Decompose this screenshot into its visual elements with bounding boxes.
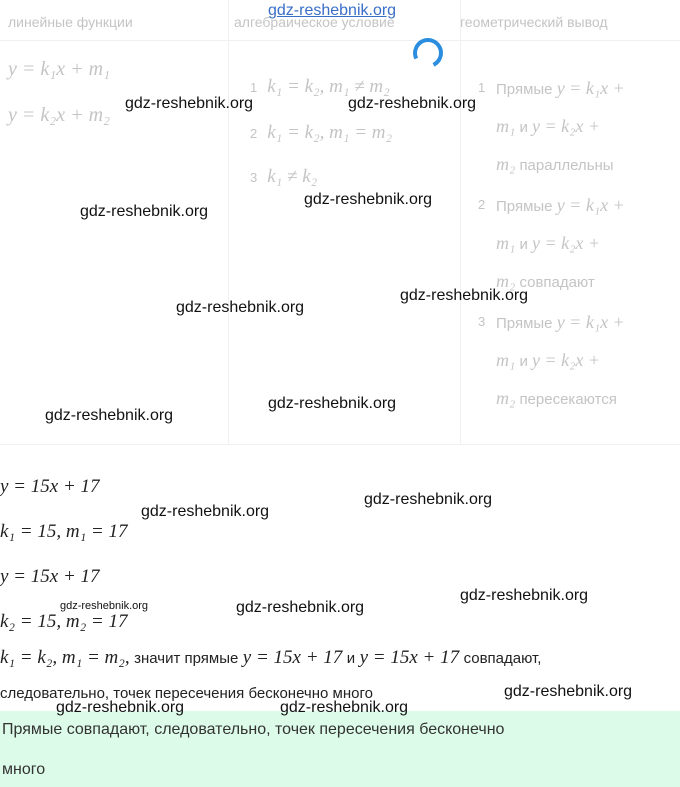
- watermark: gdz-reshebnik.org: [80, 203, 209, 220]
- watermark: gdz-reshebnik.org: [60, 600, 149, 612]
- watermark: gdz-reshebnik.org: [236, 599, 365, 616]
- conditions-header: алгебраическое условие: [234, 14, 395, 30]
- site-link[interactable]: gdz-reshebnik.org: [268, 2, 397, 19]
- conclusion-1: 1 Прямые y = k₁x + m₁ и y = k₂x + m₂ параллельны: [478, 78, 625, 174]
- condition-2: 2 k₁ = k₂, m₁ = m₂: [250, 122, 393, 143]
- conclusions-header: геометрический вывод: [460, 14, 608, 30]
- watermark: gdz-reshebnik.org: [45, 407, 174, 424]
- function-1: y = k₁x + m₁: [8, 58, 110, 80]
- answer-line-1: Прямые совпадают, следовательно, точек пересечения бесконечно: [2, 721, 505, 738]
- watermark: gdz-reshebnik.org: [348, 95, 477, 112]
- watermark: gdz-reshebnik.org: [504, 683, 633, 700]
- conclusion-2: 2 Прямые y = k₁x + m₁ и y = k₂x + m₂ совпадают: [478, 195, 625, 291]
- conclusions-column: [460, 0, 680, 445]
- watermark: gdz-reshebnik.org: [56, 699, 185, 716]
- watermark: gdz-reshebnik.org: [176, 299, 305, 316]
- condition-1: 1 k₁ = k₂, m₁ ≠ m₂: [250, 76, 390, 97]
- table-bottom-border: [0, 444, 680, 445]
- watermark: gdz-reshebnik.org: [364, 491, 493, 508]
- functions-header: линейные функции: [8, 14, 133, 30]
- functions-column: [0, 0, 229, 445]
- watermark: gdz-reshebnik.org: [304, 191, 433, 208]
- solution-coefficients-2: k₂ = 15, m₂ = 17: [0, 611, 128, 632]
- solution-equation-1: y = 15x + 17: [0, 476, 100, 497]
- solution-coefficients-1: k₁ = 15, m₁ = 17: [0, 521, 128, 542]
- watermark: gdz-reshebnik.org: [141, 503, 270, 520]
- watermark: gdz-reshebnik.org: [268, 395, 397, 412]
- watermark: gdz-reshebnik.org: [280, 699, 409, 716]
- table-divider: [0, 40, 680, 41]
- watermark: gdz-reshebnik.org: [125, 95, 254, 112]
- watermark: gdz-reshebnik.org: [400, 287, 529, 304]
- solution-conclusion-continued: следовательно, точек пересечения бесконечно много: [0, 685, 373, 702]
- solution-conclusion: k₁ = k₂, m₁ = m₂, значит прямые y = 15x + 17 и y = 15x + 17 совпадают,: [0, 647, 542, 668]
- solution-equation-2: y = 15x + 17: [0, 566, 100, 587]
- answer-line-2: много: [2, 761, 46, 778]
- condition-3: 3 k₁ ≠ k₂: [250, 166, 318, 187]
- function-2: y = k₂x + m₂: [8, 104, 110, 126]
- watermark: gdz-reshebnik.org: [460, 587, 589, 604]
- conclusion-3: 3 Прямые y = k₁x + m₁ и y = k₂x + m₂ пересекаются: [478, 312, 625, 408]
- answer-box: [0, 711, 680, 787]
